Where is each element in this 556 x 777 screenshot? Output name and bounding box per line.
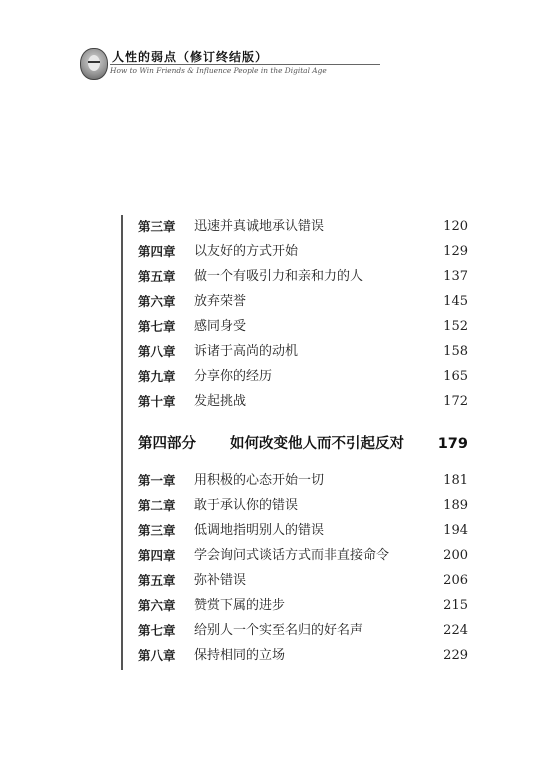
page-number: 181 (443, 473, 468, 488)
chapter-number: 第九章 (138, 369, 176, 384)
chapter-title: 学会询问式谈话方式而非直接命令 (194, 548, 390, 563)
chapter-title: 给别人一个实至名归的好名声 (194, 623, 364, 638)
chapter-title: 放弃荣誉 (194, 294, 247, 309)
toc-entry[interactable] (138, 317, 468, 337)
page-number: 206 (443, 573, 468, 588)
toc-entry[interactable] (138, 367, 468, 387)
part-page-number: 179 (437, 436, 468, 452)
chapter-title: 感同身受 (194, 319, 247, 334)
table-of-contents (121, 215, 467, 670)
toc-entry[interactable] (138, 521, 468, 541)
page-number: 137 (443, 269, 468, 284)
running-header (80, 44, 380, 84)
toc-entry[interactable] (138, 621, 468, 641)
page-number: 158 (443, 344, 468, 359)
toc-entry[interactable] (138, 546, 468, 566)
book-subtitle: How to Win Friends & Influence People in the Digital Age (110, 66, 327, 75)
chapter-number: 第四章 (138, 548, 176, 563)
chapter-number: 第七章 (138, 319, 176, 334)
toc-entry[interactable] (138, 217, 468, 237)
chapter-number: 第二章 (138, 498, 176, 513)
page-number: 120 (443, 219, 468, 234)
page-number: 172 (443, 394, 468, 409)
chapter-title: 发起挑战 (194, 394, 247, 409)
chapter-title: 低调地指明别人的错误 (194, 523, 325, 538)
page-number: 224 (443, 623, 468, 638)
chapter-number: 第七章 (138, 623, 176, 638)
page-number: 129 (443, 244, 468, 259)
page-number: 165 (443, 369, 468, 384)
part-title: 如何改变他人而不引起反对 (230, 436, 404, 452)
chapter-number: 第八章 (138, 344, 176, 359)
toc-entry[interactable] (138, 292, 468, 312)
chapter-number: 第五章 (138, 573, 176, 588)
part-label: 第四部分 (138, 436, 196, 452)
page-number: 152 (443, 319, 468, 334)
toc-entry[interactable] (138, 471, 468, 491)
page-number: 194 (443, 523, 468, 538)
chapter-title: 诉诸于高尚的动机 (194, 344, 299, 359)
chapter-number: 第三章 (138, 523, 176, 538)
chapter-number: 第十章 (138, 394, 176, 409)
toc-entry[interactable] (138, 392, 468, 412)
chapter-title: 分享你的经历 (194, 369, 273, 384)
page-number: 189 (443, 498, 468, 513)
chapter-number: 第四章 (138, 244, 176, 259)
chapter-title: 赞赏下属的进步 (194, 598, 286, 613)
page-number: 229 (443, 648, 468, 663)
chapter-number: 第五章 (138, 269, 176, 284)
chapter-title: 弥补错误 (194, 573, 247, 588)
toc-part-heading[interactable] (138, 431, 468, 457)
chapter-title: 迅速并真诚地承认错误 (194, 219, 325, 234)
header-rule (110, 64, 380, 65)
toc-entry[interactable] (138, 646, 468, 666)
chapter-title: 用积极的心态开始一切 (194, 473, 325, 488)
chapter-title: 保持相同的立场 (194, 648, 286, 663)
page-number: 215 (443, 598, 468, 613)
page-number: 145 (443, 294, 468, 309)
chapter-number: 第一章 (138, 473, 176, 488)
chapter-number: 第六章 (138, 294, 176, 309)
toc-entry[interactable] (138, 342, 468, 362)
toc-entry[interactable] (138, 571, 468, 591)
toc-entry[interactable] (138, 267, 468, 287)
chapter-number: 第六章 (138, 598, 176, 613)
page-number: 200 (443, 548, 468, 563)
chapter-number: 第三章 (138, 219, 176, 234)
chapter-title: 敢于承认你的错误 (194, 498, 299, 513)
chapter-title: 做一个有吸引力和亲和力的人 (194, 269, 364, 284)
chapter-title: 以友好的方式开始 (194, 244, 299, 259)
chapter-number: 第八章 (138, 648, 176, 663)
portrait-glasses (88, 61, 100, 66)
author-portrait-icon (80, 48, 108, 80)
toc-entry[interactable] (138, 596, 468, 616)
toc-entry[interactable] (138, 242, 468, 262)
toc-entry[interactable] (138, 496, 468, 516)
book-title: 人性的弱点（修订终结版） (112, 50, 269, 64)
